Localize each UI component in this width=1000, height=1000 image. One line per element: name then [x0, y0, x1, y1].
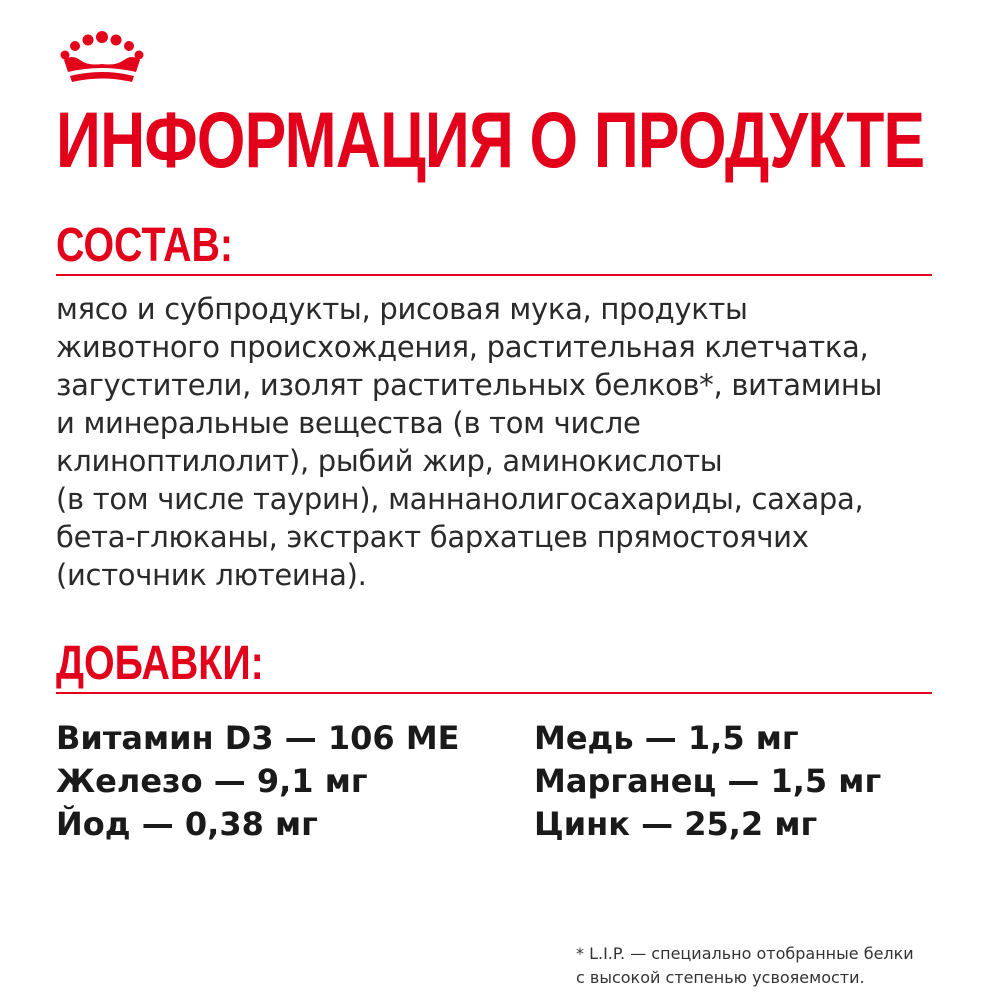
- composition-line: (в том числе таурин), маннанолигосахариды, сахара,: [56, 482, 864, 516]
- additive-iodine: Йод — 0,38 мг: [56, 805, 318, 843]
- composition-divider: [56, 274, 932, 276]
- composition-line: бета-глюканы, экстракт бархатцев прямостоячих: [56, 520, 809, 554]
- composition-text: [56, 290, 956, 594]
- page-title: ИНФОРМАЦИЯ О ПРОДУКТЕ: [56, 95, 925, 184]
- footnote-line: * L.I.P. — специально отобранные белки: [576, 944, 914, 963]
- composition-heading: СОСТАВ:: [56, 219, 234, 272]
- additive-copper: Медь — 1,5 мг: [534, 719, 799, 757]
- additives-heading: ДОБАВКИ:: [56, 637, 264, 690]
- composition-line: животного происхождения, растительная клетчатка,: [56, 330, 869, 364]
- composition-line: загустители, изолят растительных белков*, витамины: [56, 368, 883, 402]
- additive-manganese: Марганец — 1,5 мг: [534, 762, 882, 800]
- footnote-line: с высокой степенью усвояемости.: [576, 968, 865, 987]
- crown-icon: [58, 30, 146, 86]
- composition-line: и минеральные вещества (в том числе: [56, 406, 641, 440]
- additive-zinc: Цинк — 25,2 мг: [534, 805, 818, 843]
- composition-line: мясо и субпродукты, рисовая мука, продукты: [56, 292, 748, 326]
- additives-divider: [56, 692, 932, 694]
- footnote: [576, 942, 914, 990]
- additive-iron: Железо — 9,1 мг: [56, 762, 368, 800]
- composition-line: клиноптилолит), рыбий жир, аминокислоты: [56, 444, 723, 478]
- additive-vitamin-d3: Витамин D3 — 106 МЕ: [56, 719, 460, 757]
- composition-line: (источник лютеина).: [56, 558, 367, 592]
